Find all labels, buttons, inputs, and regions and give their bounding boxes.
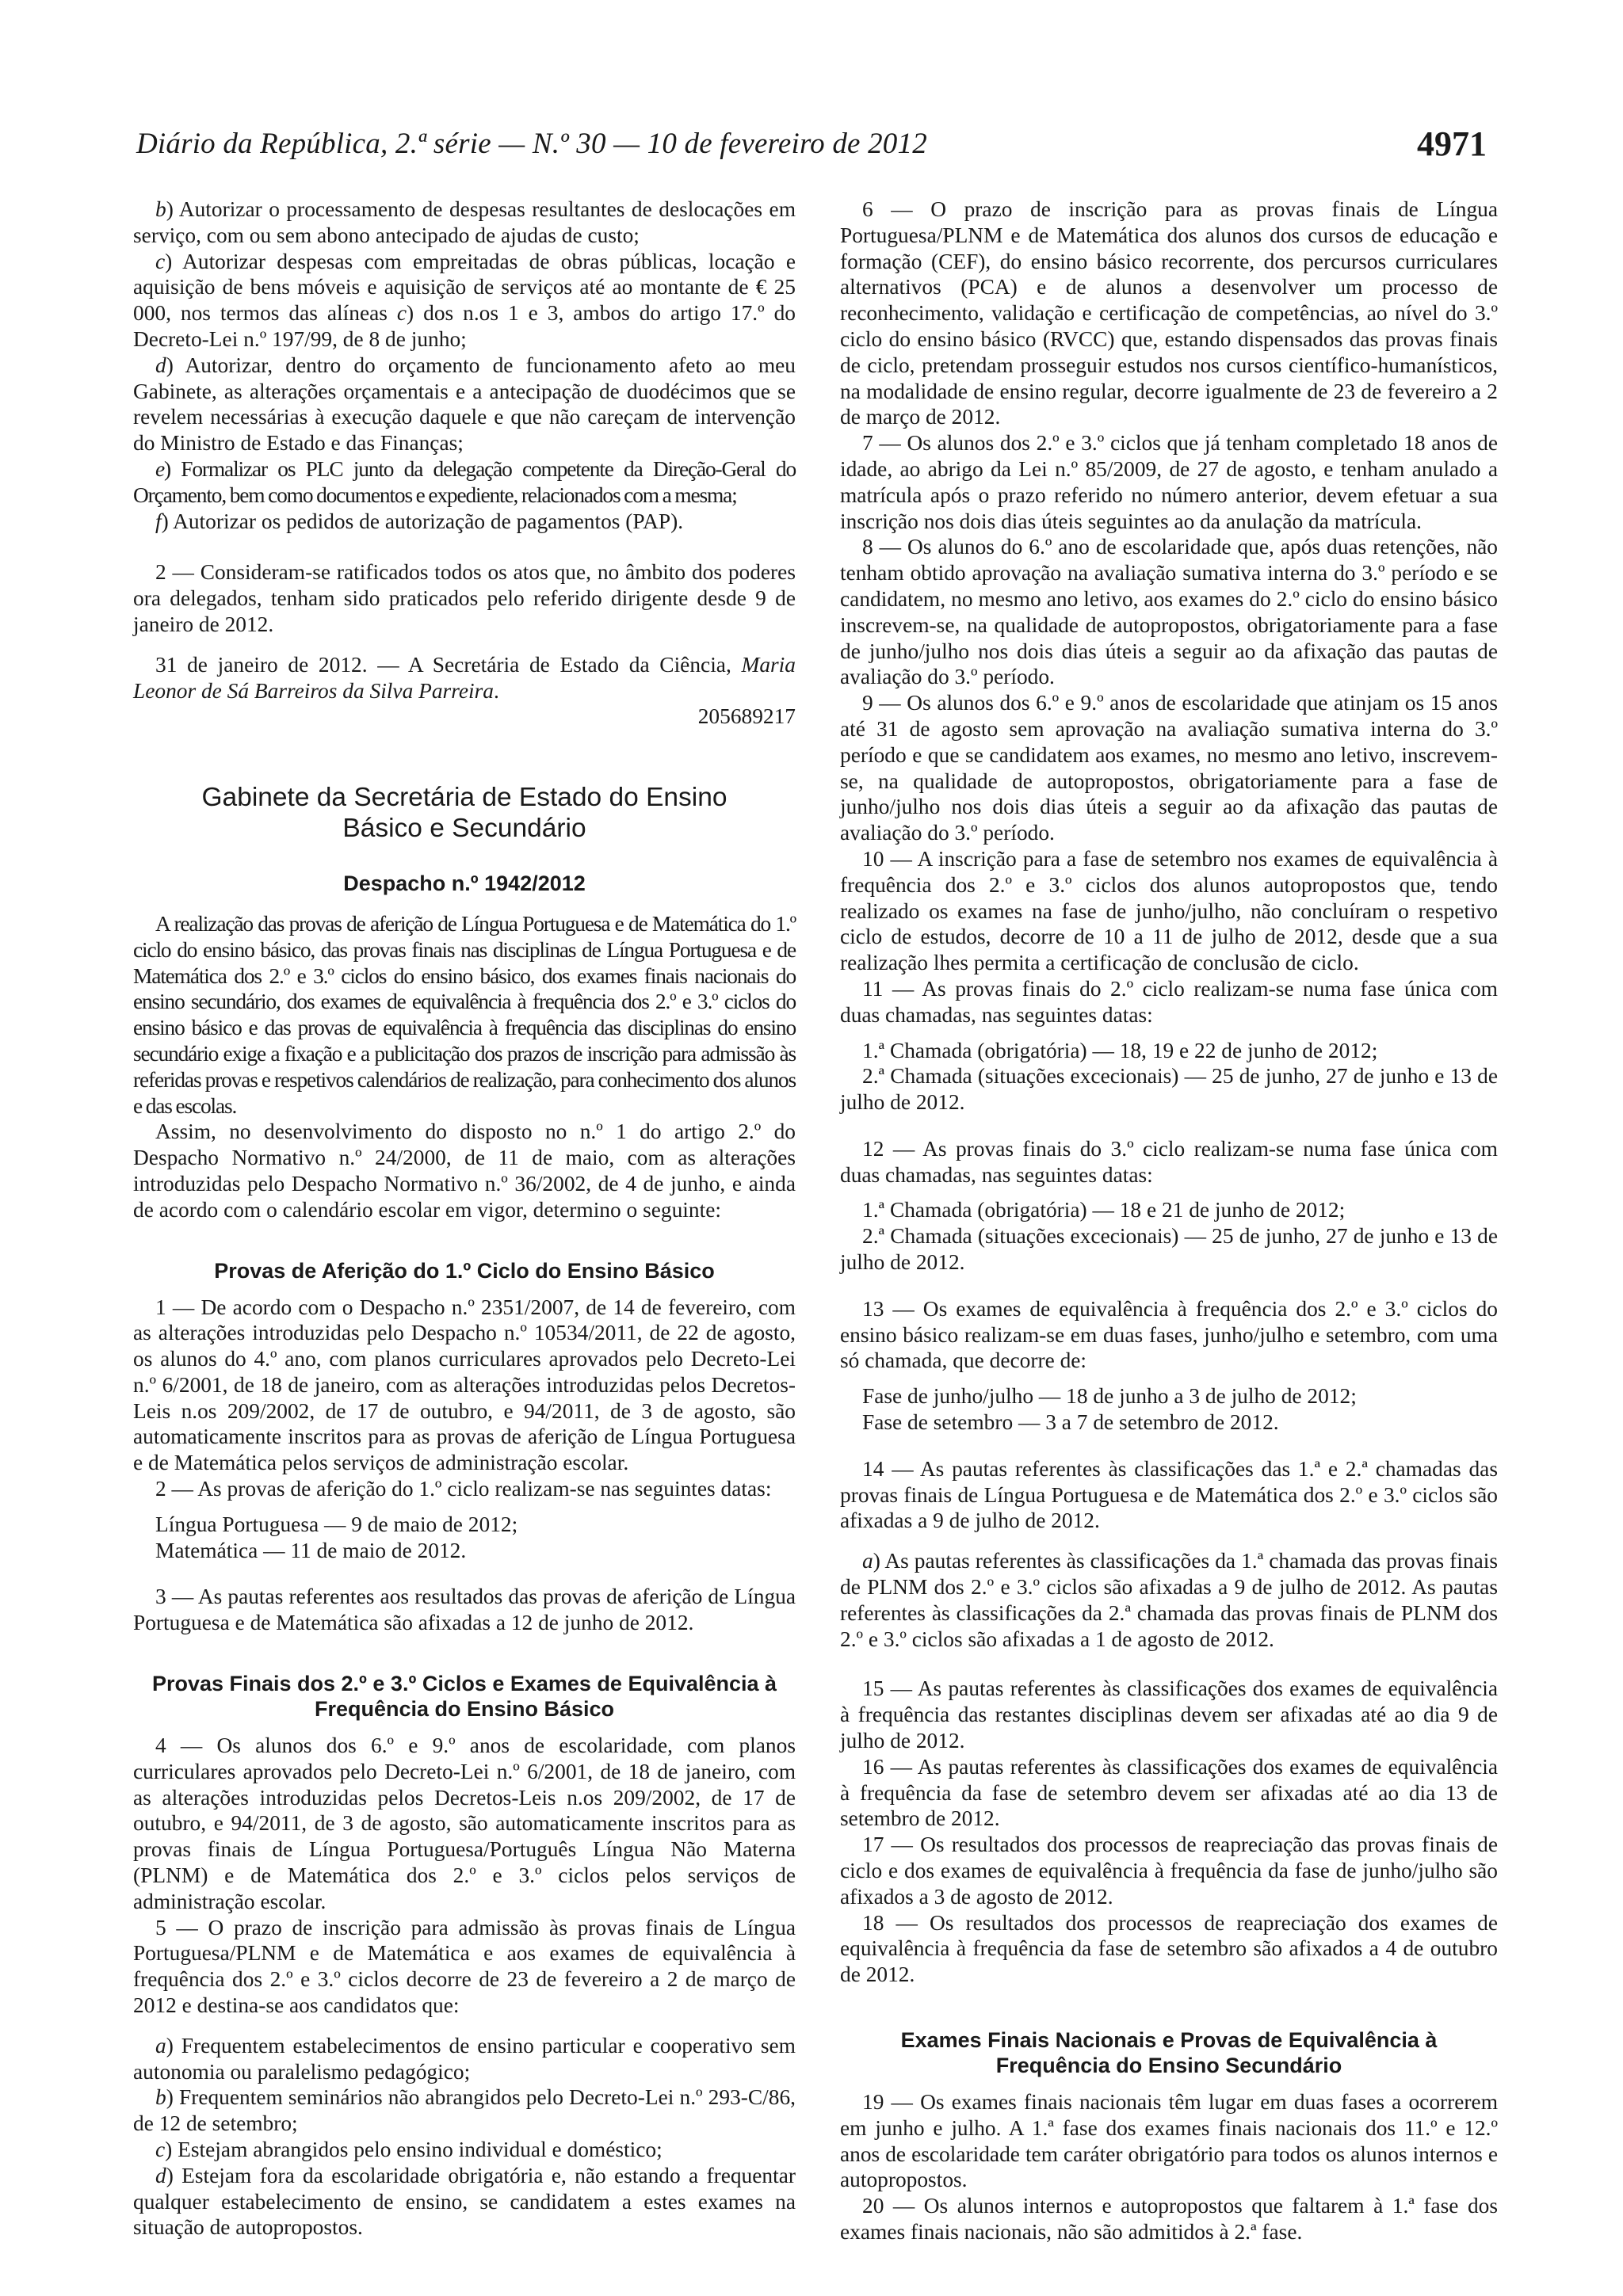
paragraph-18: 18 — Os resultados dos processos de reapreciação dos exames de equivalência à frequência da fase de setembro são afixados a 4 de outubro de 2012. [840, 1910, 1498, 1987]
paragraph-14a: a) As pautas referentes às classificações da 1.ª chamada das provas finais de PLNM dos 2.º e 3.º ciclos são afixadas a 9 de julho de 2012. As pautas referentes às classificações da 2.ª chamada das provas finais de PLNM dos 2.º e 3.º ciclos são afixadas a 1 de agosto de 2012. [840, 1549, 1498, 1651]
paragraph-3: 3 — As pautas referentes aos resultados das provas de aferição de Língua Portuguesa e de Matemática são afixadas a 12 de junho de 2012. [133, 1585, 796, 1635]
intro-paragraph-2: Assim, no desenvolvimento do disposto no n.º 1 do artigo 2.º do Despacho Normativo n.º 24/2000, de 11 de maio, com as alterações introduzidas pelo Despacho Normativo n.º 36/2002, de 4 de junho, e ainda de acordo com o calendário escolar em vigor, determino o seguinte: [133, 1119, 796, 1222]
dates-list-13 [840, 1383, 1498, 1436]
item-c: c) Autorizar despesas com empreitadas de obras públicas, locação e aquisição de bens móveis e aquisição de serviços até ao montante de € 25 000, nos termos das alíneas c) dos n.os 1 e 3, ambos do artigo 17.º do Decreto-Lei n.º 197/99, de 8 de junho; [133, 249, 796, 351]
right-column [840, 196, 1498, 2245]
section-heading-3: Exames Finais Nacionais e Provas de Equivalência à Frequência do Ensino Secundário [900, 2028, 1438, 2077]
candidates-list [133, 2033, 796, 2241]
left-column [133, 196, 796, 2256]
paragraph-10: 10 — A inscrição para a fase de setembro nos exames de equivalência à frequência dos 2.º e 3.º ciclos dos alunos autopropostos que, tendo realizado os exames na fase de junho/julho, não concluíram o respetivo ciclo de estudos, decorre de 10 a 11 de julho de 2012, desde que a sua realização lhes permita a certificação de conclusão de ciclo. [840, 846, 1498, 975]
signature: 31 de janeiro de 2012. — A Secretária de Estado da Ciência, Maria Leonor de Sá Barreiros da Silva Parreira. [133, 652, 796, 703]
list-item: Fase de junho/julho — 18 de junho a 3 de julho de 2012; [862, 1384, 1357, 1409]
list-item: Fase de setembro — 3 a 7 de setembro de 2012. [862, 1410, 1279, 1435]
entity-title: Gabinete da Secretária de Estado do Ensino Básico e Secundário [201, 783, 727, 844]
paragraph-2: 2 — Consideram-se ratificados todos os atos que, no âmbito dos poderes ora delegados, tenham sido praticados pelo referido dirigente desde 9 de janeiro de 2012. [133, 560, 796, 636]
list-item: 2.ª Chamada (situações excecionais) — 25 de junho, 27 de junho e 13 de julho de 2012. [840, 1224, 1498, 1275]
reference-number: 205689217 [697, 704, 796, 729]
paragraph-7: 7 — Os alunos dos 2.º e 3.º ciclos que já tenham completado 18 anos de idade, ao abrigo da Lei n.º 85/2009, de 27 de agosto, e tenham anulado a matrícula após o prazo referido no número anterior, devem efetuar a sua inscrição nos dois dias úteis seguintes ao da anulação da matrícula. [840, 431, 1498, 533]
list-item: c) Estejam abrangidos pelo ensino individual e doméstico; [155, 2138, 663, 2162]
paragraph-1: 1 — De acordo com o Despacho n.º 2351/2007, de 14 de fevereiro, com as alterações introduzidas pelo Despacho n.º 10534/2011, de 22 de agosto, os alunos do 4.º ano, com planos curriculares aprovados pelo Decreto-Lei n.º 6/2001, de 18 de janeiro, com as alterações introduzidas pelos Decretos-Leis n.os 209/2002, de 17 de outubro, e 94/2011, de 3 de agosto, são automaticamente inscritos para as provas de aferição de Língua Portuguesa e de Matemática pelos serviços de administração escolar. [133, 1295, 796, 1475]
list-item: a) Frequentem estabelecimentos de ensino particular e cooperativo sem autonomia ou paralelismo pedagógico; [133, 2033, 796, 2084]
item-f: f) Autorizar os pedidos de autorização de pagamentos (PAP). [155, 509, 684, 533]
dates-list-11 [840, 1038, 1498, 1116]
running-head: Diário da República, 2.ª série — N.º 30 — 10 de fevereiro de 2012 [136, 128, 927, 160]
list-item: Língua Portuguesa — 9 de maio de 2012; [155, 1512, 518, 1536]
paragraph-15: 15 — As pautas referentes às classificações dos exames de equivalência à frequência das restantes disciplinas devem ser afixadas até ao dia 9 de julho de 2012. [840, 1676, 1498, 1753]
list-item: 2.ª Chamada (situações excecionais) — 25 de junho, 27 de junho e 13 de julho de 2012. [840, 1064, 1498, 1115]
despacho-title: Despacho n.º 1942/2012 [343, 871, 586, 896]
item-b: b) Autorizar o processamento de despesas resultantes de deslocações em serviço, com ou sem abono antecipado de ajudas de custo; [133, 197, 796, 247]
paragraph-5: 5 — O prazo de inscrição para admissão às provas finais de Língua Portuguesa/PLNM e de Matemática e aos exames de equivalência à frequência dos 2.º e 3.º ciclos decorre de 23 de fevereiro a 2 de março de 2012 e destina-se aos candidatos que: [133, 1915, 796, 2018]
list-item: d) Estejam fora da escolaridade obrigatória e, não estando a frequentar qualquer estabelecimento de ensino, se candidatem a estes exames na situação de autopropostos. [133, 2163, 796, 2240]
intro-paragraph-1: A realização das provas de aferição de Língua Portuguesa e de Matemática do 1.º ciclo do ensino básico, das provas finais nas disciplinas de Língua Portuguesa e de Matemática dos 2.º e 3.º ciclos do ensino básico, dos exames finais nacionais do ensino secundário, dos exames de equivalência à frequência dos 2.º e 3.º ciclos do ensino básico e das provas de equivalência à frequência das disciplinas do ensino secundário exige a fixação e a publicitação dos prazos de inscrição para admissão às referidas provas e respetivos calendários de realização, para conhecimento dos alunos e das escolas. [133, 911, 796, 1118]
paragraph-19: 19 — Os exames finais nacionais têm lugar em duas fases a ocorrerem em junho e julho. A 1.ª fase dos exames finais nacionais dos 11.º e 12.º anos de escolaridade tem caráter obrigatório para todos os alunos internos e autopropostos. [840, 2090, 1498, 2192]
list-item: b) Frequentem seminários não abrangidos pelo Decreto-Lei n.º 293-C/86, de 12 de setembro; [133, 2085, 796, 2136]
paragraph-4: 4 — Os alunos dos 6.º e 9.º anos de escolaridade, com planos curriculares aprovados pelo Decreto-Lei n.º 6/2001, de 18 de janeiro, com as alterações introduzidas pelos Decretos-Leis n.os 209/2002, de 17 de outubro, e 94/2011, de 3 de agosto, são automaticamente inscritos para as provas finais de Língua Portuguesa/Português Língua Não Materna (PLNM) e de Matemática dos 2.º e 3.º ciclos pelos serviços de administração escolar. [133, 1733, 796, 1913]
list-item: 1.ª Chamada (obrigatória) — 18, 19 e 22 de junho de 2012; [862, 1038, 1378, 1062]
paragraph-12: 12 — As provas finais do 3.º ciclo realizam-se numa fase única com duas chamadas, nas seguintes datas: [840, 1136, 1498, 1187]
paragraph-14: 14 — As pautas referentes às classificações das 1.ª e 2.ª chamadas das provas finais de Língua Portuguesa e de Matemática dos 2.º e 3.º ciclos são afixadas a 9 de julho de 2012. [840, 1456, 1498, 1533]
item-d: d) Autorizar, dentro do orçamento de funcionamento afeto ao meu Gabinete, as alterações orçamentais e a antecipação de duodécimos que se revelem necessárias à execução daquele e que não careçam de intervenção do Ministro de Estado e das Finanças; [133, 353, 796, 456]
section-heading-1: Provas de Aferição do 1.º Ciclo do Ensino Básico [214, 1258, 715, 1283]
page-header [136, 124, 1487, 171]
paragraph-8: 8 — Os alunos do 6.º ano de escolaridade que, após duas retenções, não tenham obtido aprovação na avaliação sumativa interna do 3.º período e se candidatem, no mesmo ano letivo, aos exames do 2.º ciclo do ensino básico inscrevem-se, na qualidade de autopropostos, obrigatoriamente para a fase de junho/julho nos dois dias úteis a seguir ao da afixação das pautas de avaliação do 3.º período. [840, 535, 1498, 689]
paragraph-2b: 2 — As provas de aferição do 1.º ciclo realizam-se nas seguintes datas: [155, 1477, 772, 1501]
dates-list-1 [133, 1512, 796, 1564]
dates-list-12 [840, 1197, 1498, 1275]
section-heading-2: Provas Finais dos 2.º e 3.º Ciclos e Exames de Equivalência à Frequência do Ensino Básico [151, 1672, 777, 1722]
paragraph-17: 17 — Os resultados dos processos de reapreciação das provas finais de ciclo e dos exames de equivalência à frequência da fase de junho/julho são afixados a 3 de agosto de 2012. [840, 1833, 1498, 1909]
paragraph-16: 16 — As pautas referentes às classificações dos exames de equivalência à frequência da fase de setembro devem ser afixadas até ao dia 13 de setembro de 2012. [840, 1754, 1498, 1831]
paragraph-20: 20 — Os alunos internos e autopropostos que faltarem à 1.ª fase dos exames finais nacionais, não são admitidos à 2.ª fase. [840, 2194, 1498, 2244]
page-number: 4971 [1417, 124, 1487, 163]
paragraph-6: 6 — O prazo de inscrição para as provas finais de Língua Portuguesa/PLNM e de Matemática dos alunos dos cursos de educação e formação (CEF), do ensino básico recorrente, dos percursos curriculares alternativos (PCA) e de alunos a desenvolver um processo de reconhecimento, validação e certificação de competências, ao nível do 3.º ciclo do ensino básico (RVCC) que, estando dispensados das provas finais de ciclo, pretendam prosseguir estudos nos cursos científico-humanísticos, na modalidade de ensino regular, decorre igualmente de 23 de fevereiro a 2 de março de 2012. [840, 197, 1498, 429]
list-item: 1.ª Chamada (obrigatória) — 18 e 21 de junho de 2012; [862, 1198, 1346, 1222]
paragraph-13: 13 — Os exames de equivalência à frequência dos 2.º e 3.º ciclos do ensino básico realizam-se em duas fases, junho/julho e setembro, com uma só chamada, que decorre de: [840, 1296, 1498, 1373]
paragraph-11: 11 — As provas finais do 2.º ciclo realizam-se numa fase única com duas chamadas, nas seguintes datas: [840, 976, 1498, 1027]
item-e: e) Formalizar os PLC junto da delegação competente da Direção-Geral do Orçamento, bem como documentos e expediente, relacionados com a mesma; [133, 456, 796, 507]
list-item: Matemática — 11 de maio de 2012. [155, 1538, 467, 1562]
paragraph-9: 9 — Os alunos dos 6.º e 9.º anos de escolaridade que atinjam os 15 anos até 31 de agosto sem aprovação na avaliação sumativa interna do 3.º período e que se candidatem aos exames, no mesmo ano letivo, inscrevem-se, na qualidade de autopropostos, obrigatoriamente para a fase de junho/julho nos dois dias úteis a seguir ao da afixação das pautas de avaliação do 3.º período. [840, 691, 1498, 845]
